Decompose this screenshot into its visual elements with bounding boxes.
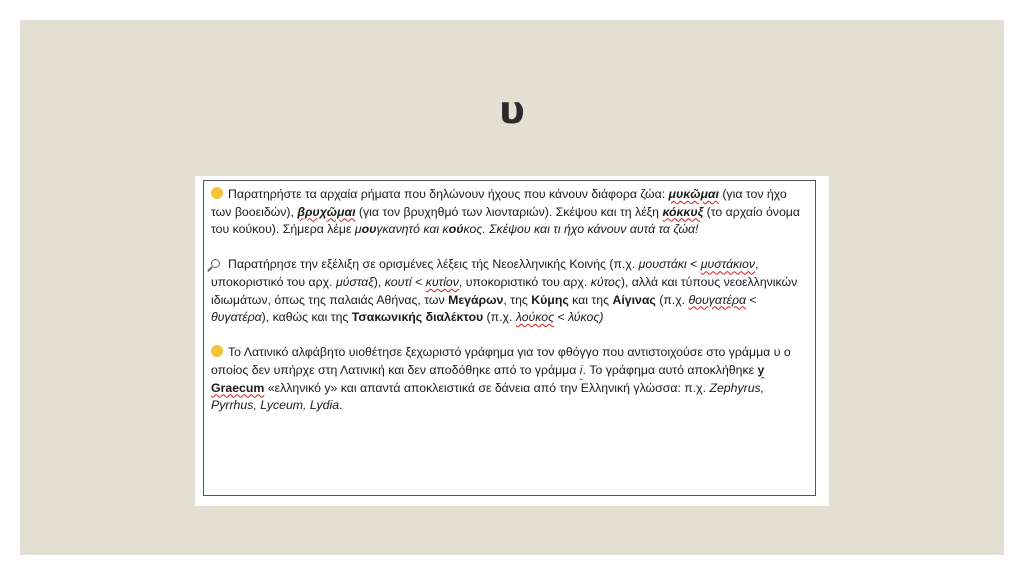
paragraph-y-graecum: Το Λατινικό αλφάβητο υιοθέτησε ξεχωριστό γράφημα για τον φθόγγο που αντιστοιχούσε στο γράμμα υ ο οποίος δεν υπήρχε στη Λατινική και δεν αποδόθηκε από το γράμμα i. Το γράφημα αυτό αποκλήθηκε y Graecum «ελληνικό y» και απαντά αποκλειστικά σε δάνεια από την Ελληνική γλώσσα: π.χ. Zephyrus, Pyrrhus, Lyceum, Lydia. — [211, 345, 791, 413]
paragraph-word-evolution: Παρατήρησε την εξέλιξη σε ορισμένες λέξεις τής Νεοελληνικής Κοινής (π.χ. μουστάκι < μυστάκιον, υποκοριστικό του αρχ. μύσταξ), κουτί < κυτίον, υποκοριστικό του αρχ. κύτος), αλλά και τύπους νεοελληνικών ιδιωμάτων, όπως της παλαιάς Αθήνας, των Μεγάρων, της Κύμης και της Αίγινας (π.χ. θουγατέρα < θυγατέρα), καθώς και της Τσακωνικής διαλέκτου (π.χ. λούκος < λύκος) — [211, 257, 798, 325]
slide-title: υ — [499, 88, 525, 132]
document-frame — [203, 180, 816, 496]
thinking-face-icon — [211, 345, 223, 357]
document-image — [195, 176, 829, 506]
thinking-face-icon — [211, 187, 223, 199]
slide — [20, 20, 1004, 555]
paragraph-animal-sounds: Παρατηρήστε τα αρχαία ρήματα που δηλώνουν ήχους που κάνουν διάφορα ζώα: μυκῶμαι (για τον ήχο των βοοειδών), βρυχῶμαι (για τον βρυχηθμό των λιονταριών). Σκέψου και τη λέξη κόκκυξ (το αρχαίο όνομα του κούκου). Σήμερα λέμε μουγκανητό και κούκος. Σκέψου και τι ήχο κάνουν αυτά τα ζώα! — [211, 187, 800, 237]
magnifying-glass-icon — [211, 259, 220, 268]
